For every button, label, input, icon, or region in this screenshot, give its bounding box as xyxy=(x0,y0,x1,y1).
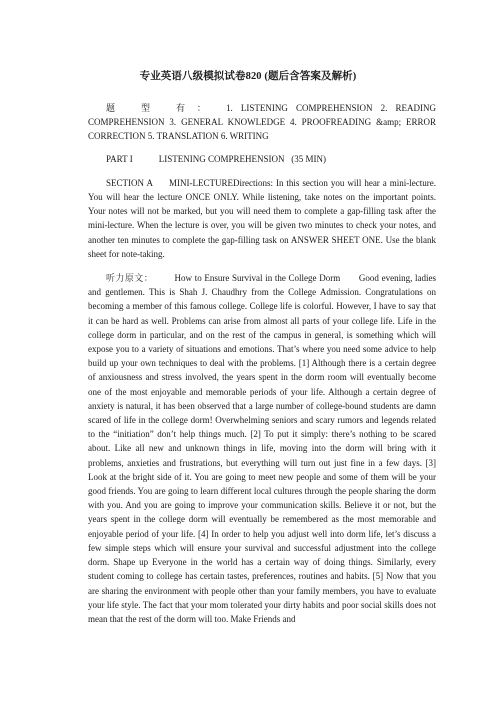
document-title: 专业英语八级模拟试卷820 (题后含答案及解析) xyxy=(139,71,357,82)
part-heading xyxy=(88,152,436,166)
part-time: (35 MIN) xyxy=(291,153,326,164)
section-label: SECTION A xyxy=(106,177,153,188)
transcript-paragraph xyxy=(88,271,436,626)
part-title: LISTENING COMPREHENSION xyxy=(158,153,285,164)
question-types-text: 1. LISTENING COMPREHENSION 2. READING COMPREHENSION 3. GENERAL KNOWLEDGE 4. PROOFREADING &amp; ERROR CORRECTION 5. TRANSLATION 6. WRITING xyxy=(88,103,436,142)
transcript-body: Good evening, ladies and gentlemen. This is Shah J. Chaudhry from the College Admission. Congratulations on becoming a member of this famous college. College life is colorful. However, I have to say that it can be hard as well. Problems can arise from almost all parts of your college life. Life in the college dorm in particular, and on the rest of the campus in general, is something which will expose you to a variety of situations and emotions. That’s where you need some advice to help build up your own techniques to deal with the problems. [1] Although there is a certain degree of anxiousness and stress involved, the years spent in the dorm room will eventually become one of the most enjoyable and memorable periods of your life. Although a certain degree of anxiety is natural, it has been observed that a large number of college-bound students are damn scared of life in the college dorm! Overwhelming seniors and scary rumors and legends related to the “initiation” don’t help things much. [2] To put it simply: there’s nothing to be scared about. Like all new and unknown things in life, moving into the dorm will bring with it problems, anxieties and frustrations, but everything will turn out just fine in a few days. [3] Look at the bright side of it. You are going to meet new people and some of them will be your good friends. You are going to learn different local cultures through the people sharing the dorm with you. And you are going to improve your communication skills. Believe it or not, but the years spent in the college dorm will eventually be remembered as the most memorable and enjoyable period of your life. [4] In order to help you adjust well into dorm life, let’s discuss a few simple steps which will ensure your survival and successful adjustment into the college dorm. Shape up Everyone in the world has a certain way of doing things. Similarly, every student coming to college has certain tastes, preferences, routines and habits. [5] Now that you are sharing the environment with people other than your family members, you have to evaluate your life style. The fact that your mom tolerated your dirty habits and poor social skills does not mean that the rest of the dorm will too. Make Friends and xyxy=(88,273,436,624)
part-label: PART I xyxy=(106,153,133,164)
directions-text: Directions: In this section you will hear a mini-lecture. You will hear the lecture ONCE ONLY. While listening, take notes on the important points. Your notes will not be marked, but you will need them to complete a gap-filling task after the mini-lecture. When the lecture is over, you will be given two minutes to check your notes, and another ten minutes to complete the gap-filling task on ANSWER SHEET ONE. Use the blank sheet for note-taking. xyxy=(88,177,436,259)
question-types xyxy=(88,101,436,144)
section-title: MINI-LECTURE xyxy=(168,177,233,188)
section-directions xyxy=(88,176,436,261)
transcript-title: How to Ensure Survival in the College Dorm xyxy=(174,273,341,284)
question-types-label: 题 型 有： xyxy=(106,103,218,113)
transcript-label: 听力原文： xyxy=(106,273,154,284)
